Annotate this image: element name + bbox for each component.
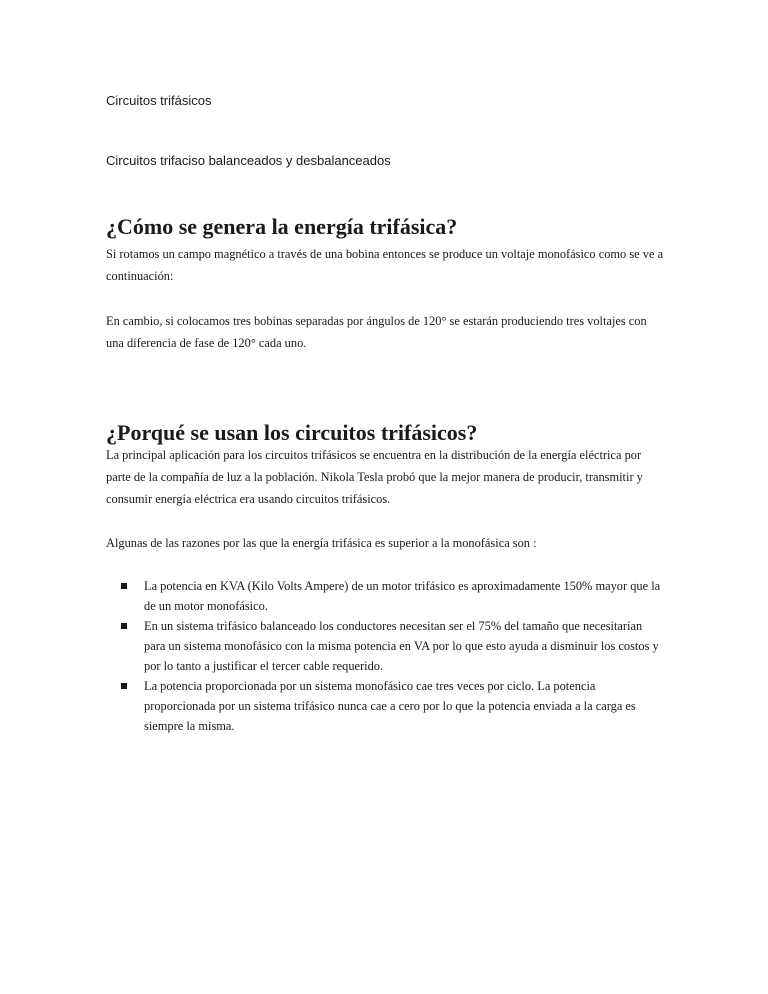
list-item [106,576,666,616]
square-bullet-icon [121,623,127,629]
list-item [106,676,666,736]
square-bullet-icon [121,583,127,589]
section-heading-generation: ¿Cómo se genera la energía trifásica? [106,214,458,239]
paragraph-rotating-field: Si rotamos un campo magnético a través de una bobina entonces se produce un voltaje monofásico como se ve a continuación: [106,247,664,283]
paragraph-reasons-intro: Algunas de las razones por las que la energía trifásica es superior a la monofásica son : [106,536,537,550]
list-item-text: La potencia proporcionada por un sistema monofásico cae tres veces por ciclo. La potencia proporcionada por un sistema trifásico nunca cae a cero por lo que la potencia enviada a la carga es siempre la misma. [144,679,636,733]
reasons-list [106,576,666,736]
document-subtitle: Circuitos trifaciso balanceados y desbalanceados [106,153,391,168]
paragraph-three-coils: En cambio, si colocamos tres bobinas separadas por ángulos de 120° se estarán produciendo tres voltajes con una diferencia de fase de 120° cada uno. [106,314,647,350]
paragraph-main-application: La principal aplicación para los circuitos trifásicos se encuentra en la distribución de la energía eléctrica por parte de la compañía de luz a la población. Nikola Tesla probó que la mejor manera de producir, transmitir y consumir energía eléctrica era usando circuitos trifásicos. [106,448,643,506]
square-bullet-icon [121,683,127,689]
section-heading-why-three-phase: ¿Porqué se usan los circuitos trifásicos? [106,420,478,445]
document-title: Circuitos trifásicos [106,93,212,108]
list-item-text: En un sistema trifásico balanceado los conductores necesitan ser el 75% del tamaño que necesitarían para un sistema monofásico con la misma potencia en VA por lo que esto ayuda a disminuir los costos y por lo tanto a justificar el tercer cable requerido. [144,619,659,673]
list-item [106,616,666,676]
list-item-text: La potencia en KVA (Kilo Volts Ampere) de un motor trifásico es aproximadamente 150% mayor que la de un motor monofásico. [144,579,661,613]
